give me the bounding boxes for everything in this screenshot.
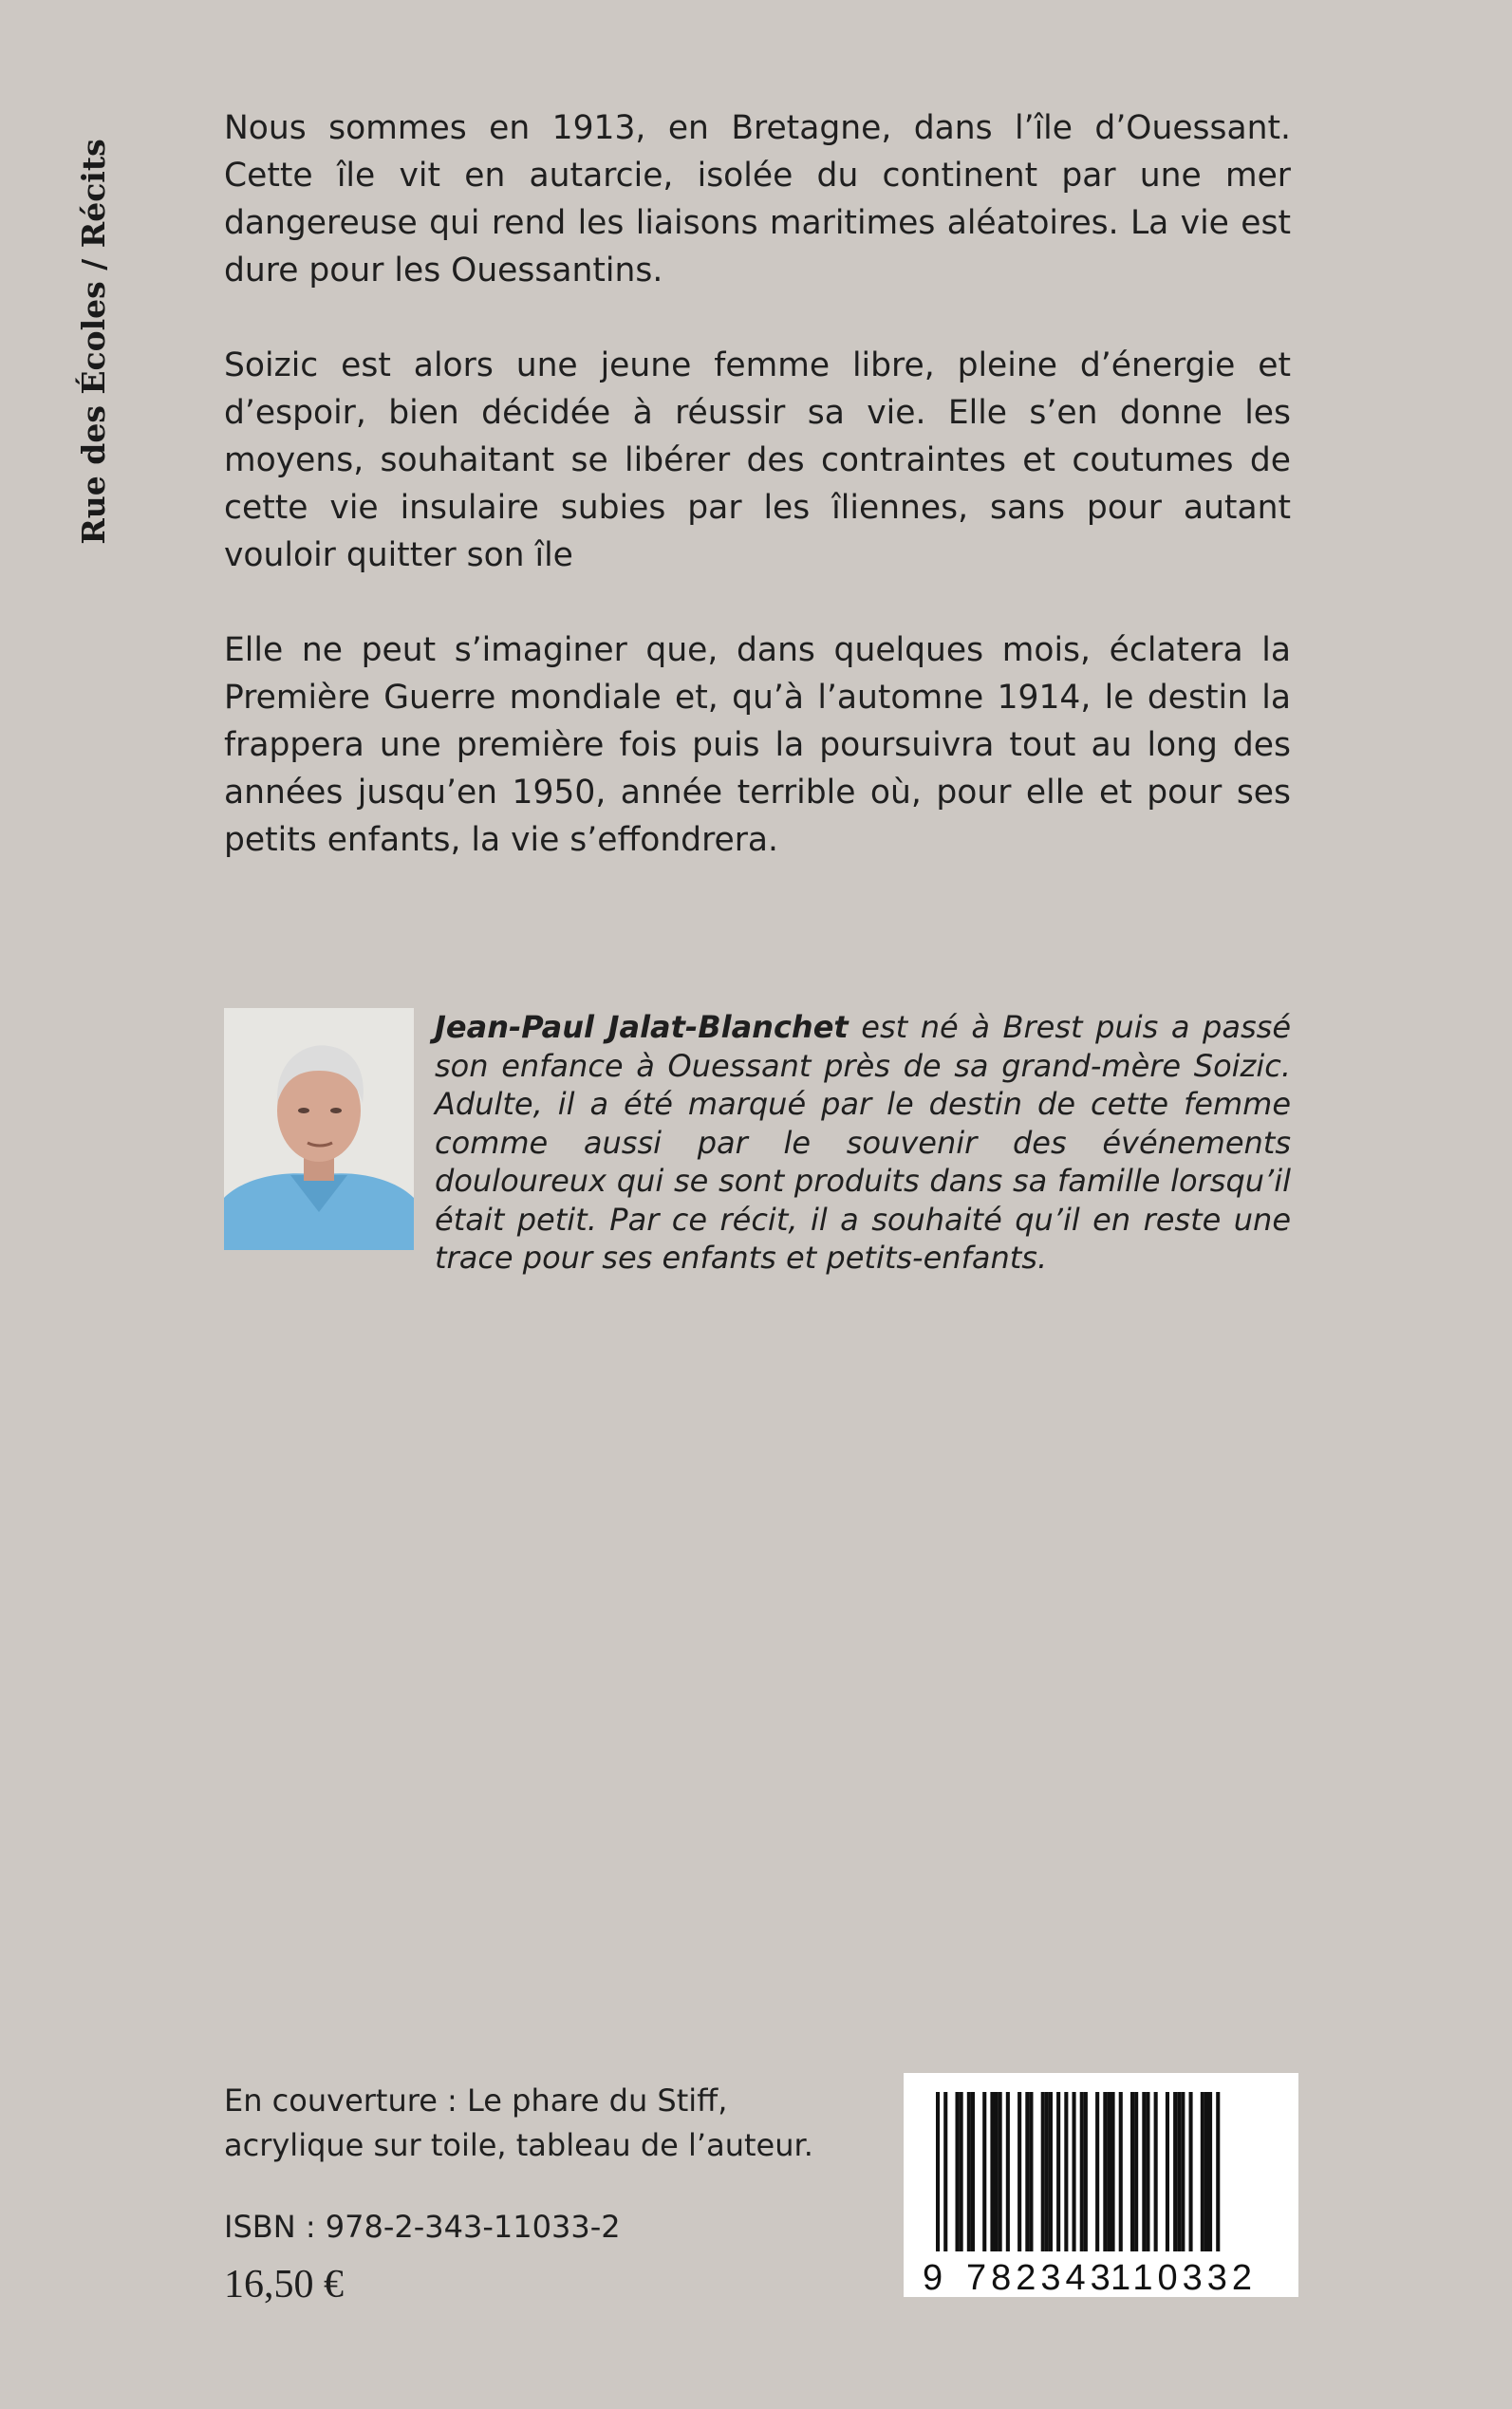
barcode-bar — [990, 2092, 994, 2251]
barcode-bar — [1084, 2092, 1088, 2251]
barcode-bar — [956, 2092, 960, 2251]
barcode-bar — [1216, 2092, 1220, 2251]
barcode-bar — [1025, 2092, 1029, 2251]
credits-line: acrylique sur toile, tableau de l’auteur. — [224, 2127, 813, 2163]
author-bio-text: est né à Brest puis a passé son enfance à Ouessant près de sa grand-mère Soizic. Adulte, il a été marqué par le destin de cette femme comme aussi par le souvenir des événements douloureux qui se sont produits dans sa famille lorsqu’il était petit. Par ce récit, il a souhaité qu’il en reste une trace pour ses enfants et petits-enfants. — [435, 1009, 1292, 1276]
barcode-bar — [1130, 2092, 1134, 2251]
barcode-bar — [1146, 2092, 1149, 2251]
barcode-bar — [1189, 2092, 1193, 2251]
barcode-bar — [1134, 2092, 1138, 2251]
barcode-bar — [1056, 2092, 1060, 2251]
barcode-bar — [1107, 2092, 1111, 2251]
barcode-bar — [1029, 2092, 1033, 2251]
barcode-bars — [936, 2092, 1220, 2251]
barcode-bar — [1080, 2092, 1084, 2251]
barcode-bar — [995, 2092, 999, 2251]
barcode-bar — [1041, 2092, 1045, 2251]
barcode-digit-lead: 9 — [923, 2258, 943, 2297]
barcode-bar — [1095, 2092, 1099, 2251]
author-name: Jean-Paul Jalat-Blanchet — [435, 1009, 849, 1045]
barcode-bar — [1166, 2092, 1169, 2251]
barcode-bar — [1119, 2092, 1123, 2251]
barcode-bar — [1017, 2092, 1021, 2251]
barcode-bar — [971, 2092, 975, 2251]
barcode-bar — [1201, 2092, 1204, 2251]
barcode-bar — [1006, 2092, 1010, 2251]
barcode-bar — [1111, 2092, 1115, 2251]
barcode-bar — [1181, 2092, 1185, 2251]
synopsis — [224, 104, 1291, 911]
barcode-bar — [1064, 2092, 1068, 2251]
credits-line: En couverture : Le phare du Stiff, — [224, 2082, 728, 2119]
barcode-bar — [936, 2092, 940, 2251]
barcode-bar — [967, 2092, 971, 2251]
series-title: Rue des Écoles / Récits — [75, 139, 112, 545]
price: 16,50 € — [224, 2263, 344, 2306]
barcode — [904, 2073, 1298, 2297]
barcode-bar — [943, 2092, 947, 2251]
barcode-bar — [1208, 2092, 1212, 2251]
barcode-bar — [1204, 2092, 1208, 2251]
barcode-bar — [1154, 2092, 1158, 2251]
author-photo — [224, 1008, 414, 1250]
isbn: ISBN : 978-2-343-11033-2 — [224, 2209, 621, 2245]
barcode-bar — [960, 2092, 963, 2251]
barcode-bar — [999, 2092, 1002, 2251]
barcode-bar — [1073, 2092, 1076, 2251]
barcode-bar — [1142, 2092, 1146, 2251]
author-bio — [224, 1008, 1291, 1278]
barcode-digits-right: 110332 — [1111, 2258, 1257, 2297]
cover-credits — [224, 2079, 869, 2168]
barcode-bar — [982, 2092, 986, 2251]
barcode-bar — [1103, 2092, 1107, 2251]
barcode-bar — [1049, 2092, 1053, 2251]
synopsis-paragraph: Soizic est alors une jeune femme libre, pleine d’énergie et d’espoir, bien décidée à réussir sa vie. Elle s’en donne les moyens, souhaitant se libérer des contraintes et coutumes de cette vie insulaire subies par les îliennes, sans pour autant vouloir quitter son île — [224, 346, 1291, 574]
barcode-bar — [1173, 2092, 1177, 2251]
synopsis-paragraph: Nous sommes en 1913, en Bretagne, dans l’île d’Ouessant. Cette île vit en autarcie, isolée du continent par une mer dangereuse qui rend les liaisons maritimes aléatoires. La vie est dure pour les Ouessantins. — [224, 109, 1291, 289]
barcode-bar — [1177, 2092, 1181, 2251]
barcode-digits-left: 782343 — [966, 2258, 1115, 2297]
barcode-bar — [1045, 2092, 1049, 2251]
spine-label — [70, 109, 118, 574]
synopsis-paragraph: Elle ne peut s’imaginer que, dans quelques mois, éclatera la Première Guerre mondiale et, qu’à l’automne 1914, le destin la frappera une première fois puis la poursuivra tout au long des années jusqu’en 1950, année terrible où, pour elle et pour ses petits enfants, la vie s’effondrera. — [224, 631, 1291, 859]
